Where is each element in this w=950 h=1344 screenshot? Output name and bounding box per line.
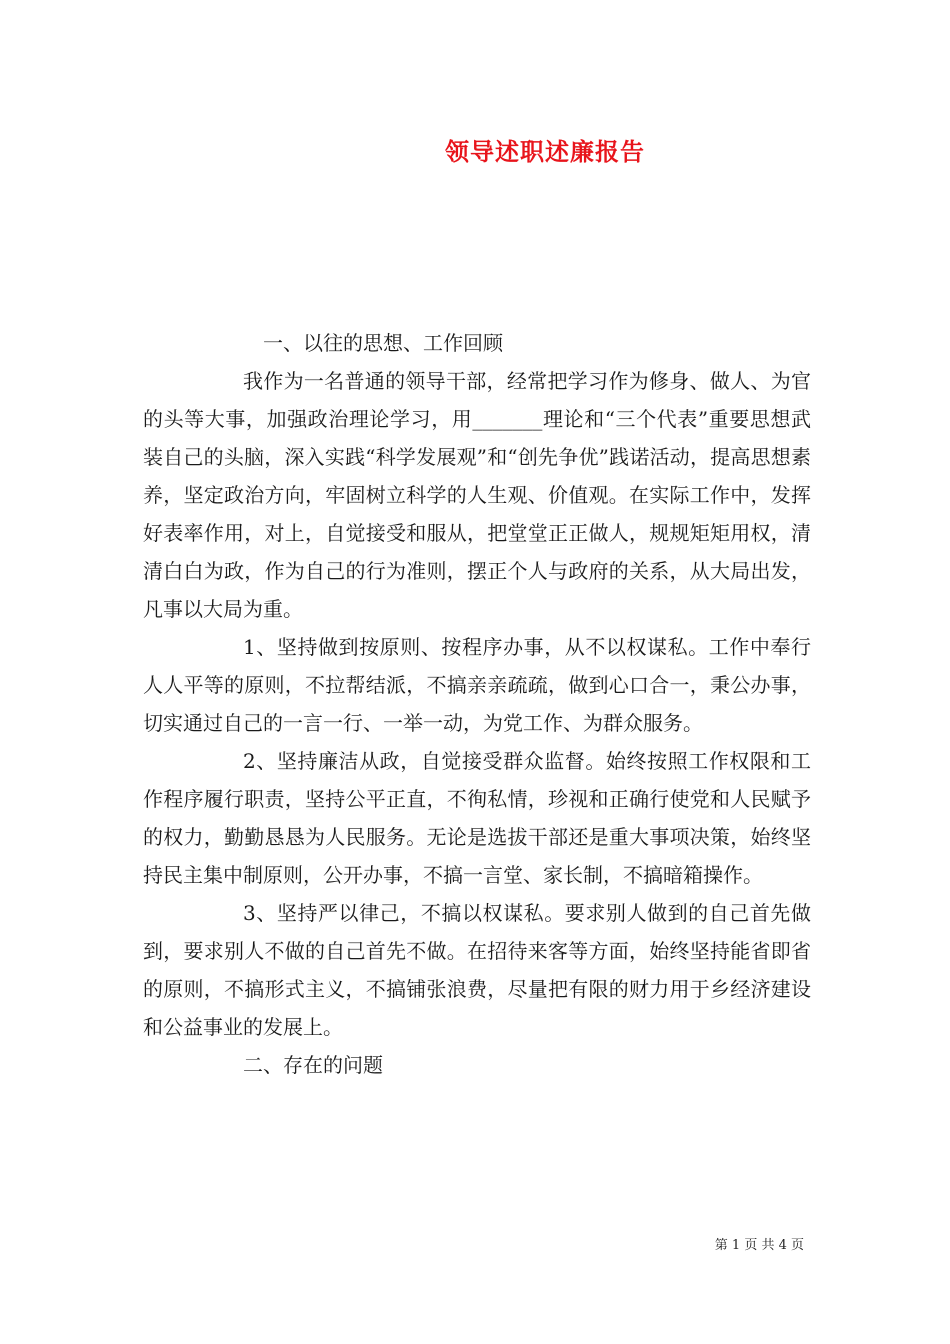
paragraph-1: 我作为一名普通的领导干部，经常把学习作为修身、做人、为官的头等大事，加强政治理论学习，用_______理论和“三个代表”重要思想武装自己的头脑，深入实践“科学发展观”和“创先争优”践诺活动，提高思想素养，坚定政治方向，牢固树立科学的人生观、价值观。在实际工作中，发挥好表率作用，对上，自觉接受和服从，把堂堂正正做人，规规矩矩用权，清清白白为政，作为自己的行为准则，摆正个人与政府的关系，从大局出发，凡事以大局为重。 [143, 369, 811, 621]
section-heading-1: 一、以往的思想、工作回顾 [263, 331, 503, 355]
page-number-footer: 第 1 页 共 4 页 [714, 1238, 804, 1253]
document-title: 领导述职述廉报告 [445, 137, 645, 166]
paragraph-3: 2、坚持廉洁从政，自觉接受群众监督。始终按照工作权限和工作程序履行职责，坚持公平正直，不徇私情，珍视和正确行使党和人民赋予的权力，勤勤恳恳为人民服务。无论是选拔干部还是重大事项决策，始终坚持民主集中制原则，公开办事，不搞一言堂、家长制，不搞暗箱操作。 [143, 749, 811, 887]
paragraph-2: 1、坚持做到按原则、按程序办事，从不以权谋私。工作中奉行人人平等的原则，不拉帮结派，不搞亲亲疏疏，做到心口合一，秉公办事，切实通过自己的一言一行、一举一动，为党工作、为群众服务。 [143, 635, 811, 735]
paragraph-4: 3、坚持严以律己，不搞以权谋私。要求别人做到的自己首先做到，要求别人不做的自己首先不做。在招待来客等方面，始终坚持能省即省的原则，不搞形式主义，不搞铺张浪费，尽量把有限的财力用于乡经济建设和公益事业的发展上。 [143, 901, 811, 1039]
document-body [143, 324, 811, 1084]
section-heading-2: 二、存在的问题 [243, 1053, 383, 1077]
